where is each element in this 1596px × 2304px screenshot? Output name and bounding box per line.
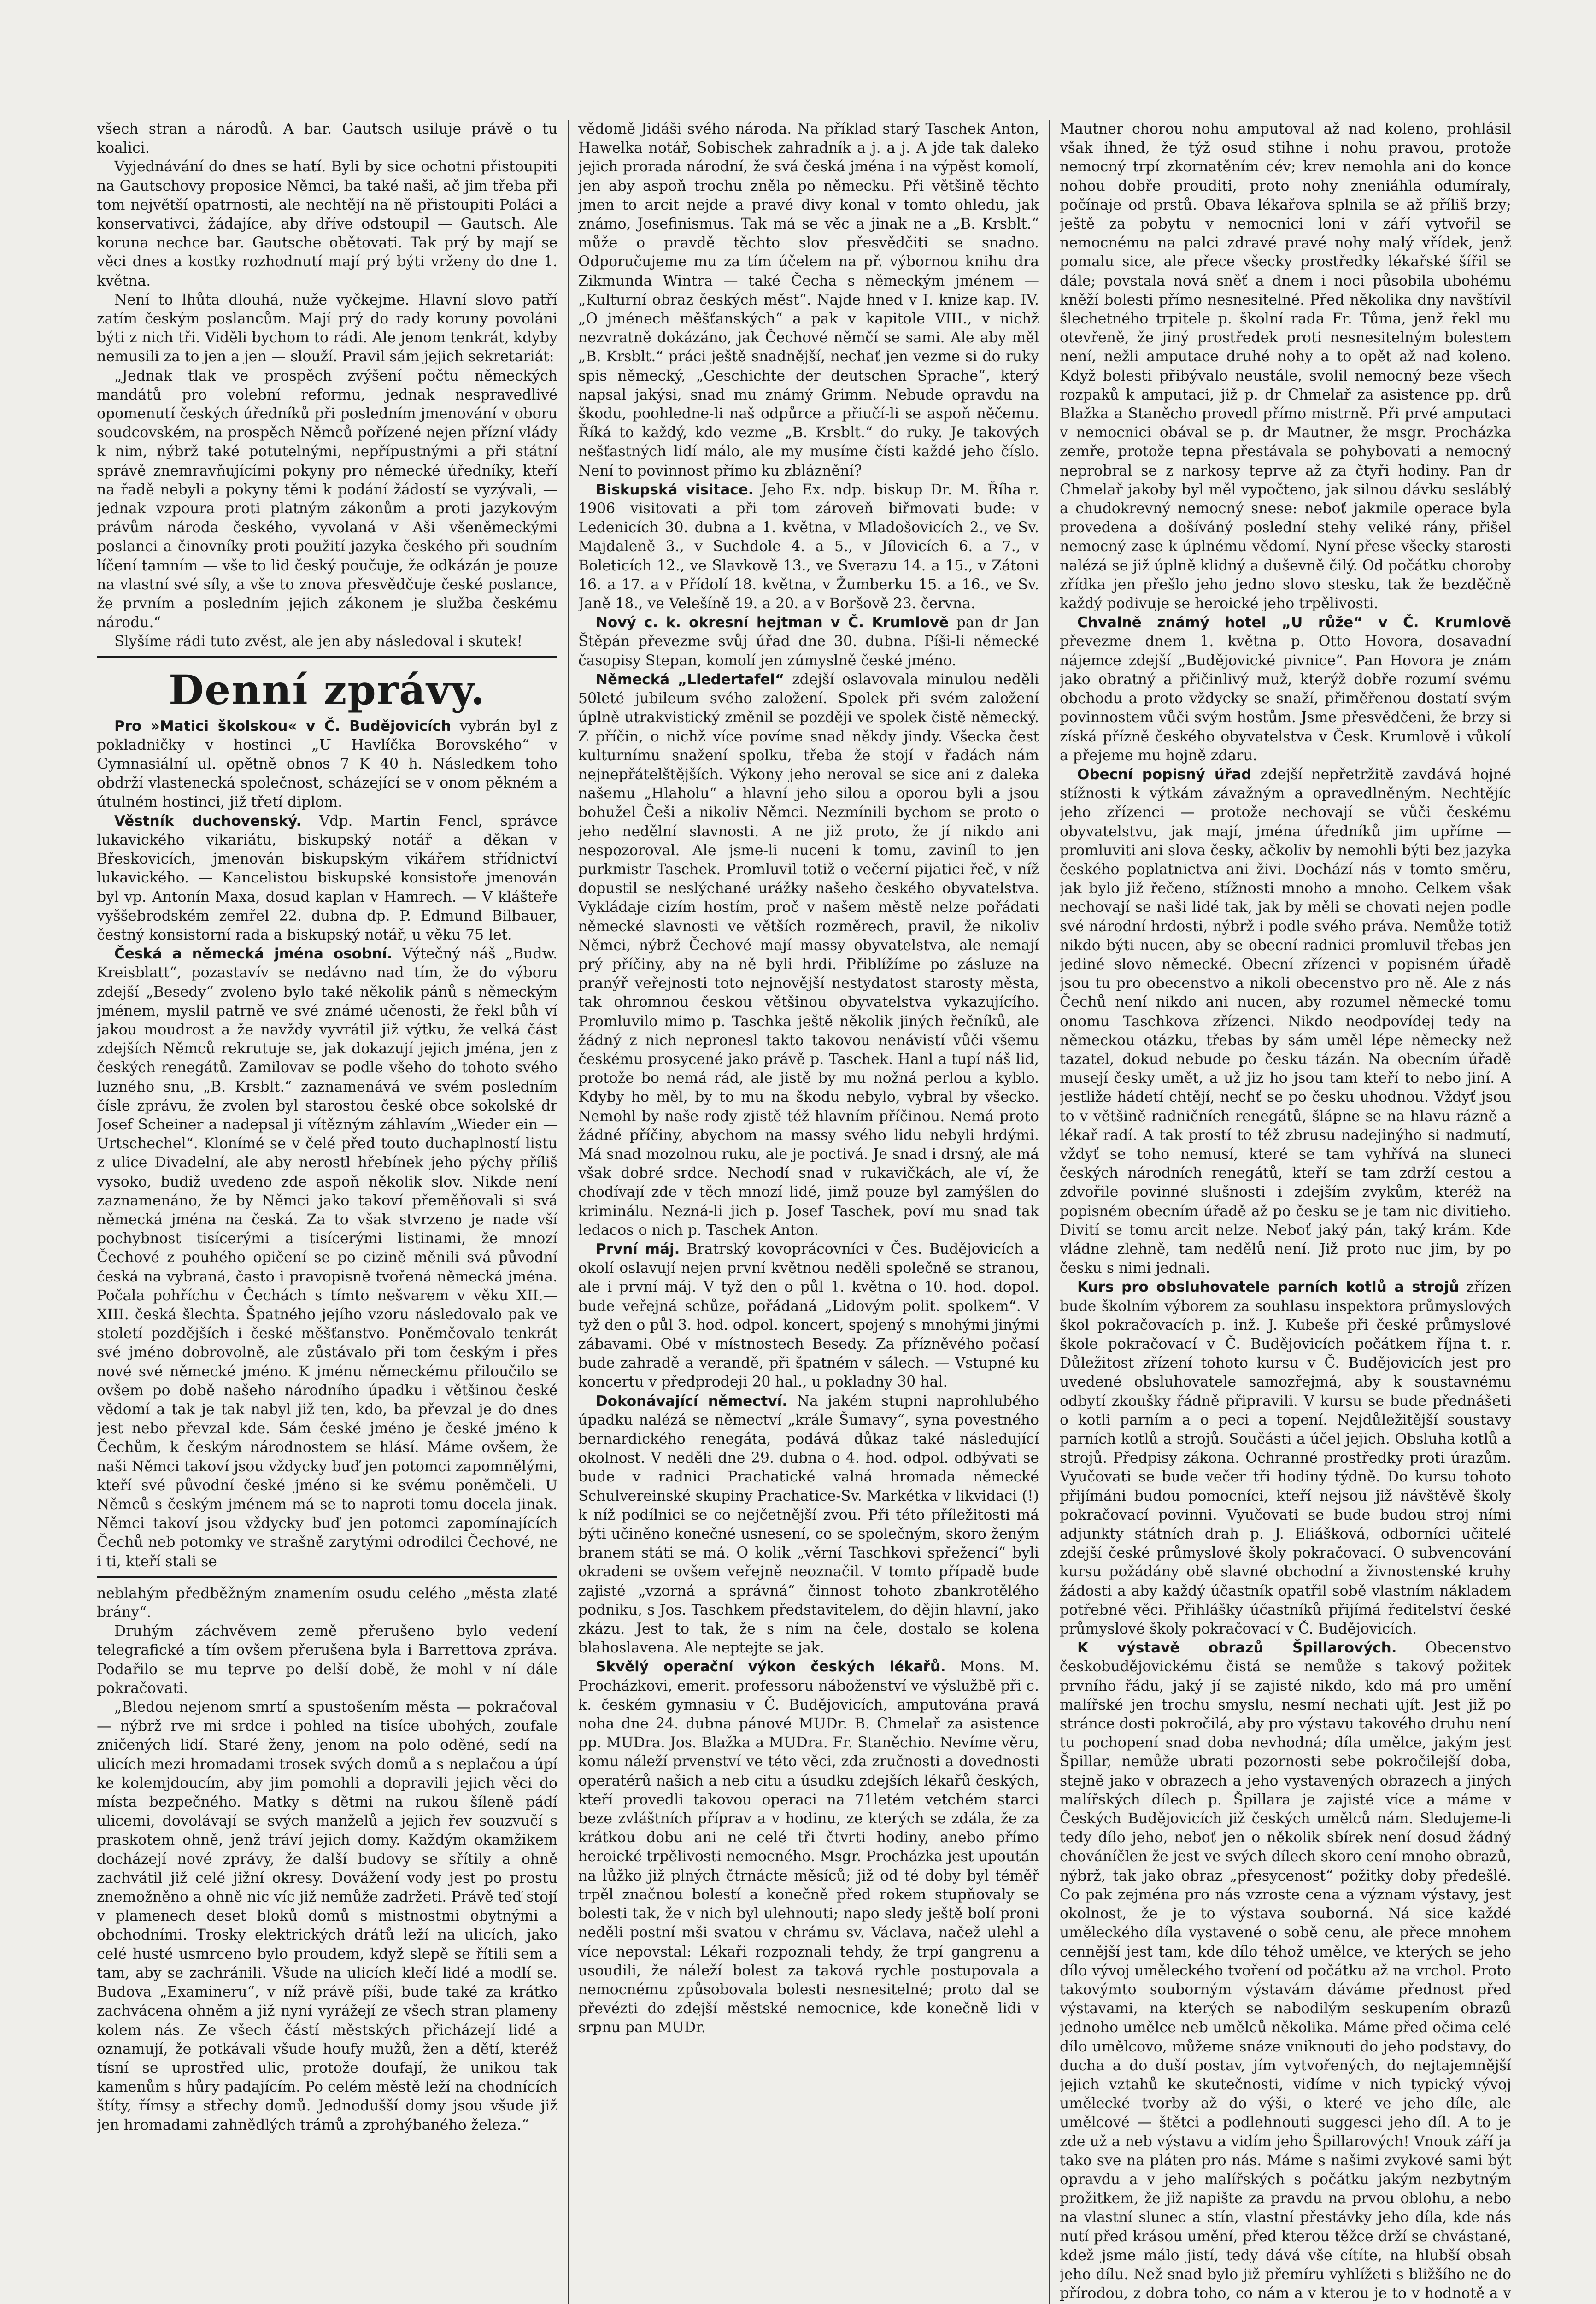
news-item-text: Bratrský kovoprácovníci v Čes. Budějovicích a okolí oslavují nejen první květnou neděli společně se stranou, ale i první máj. V tyž den o půl 1. května o 10. hod. dopol. bude veřejná schůze, pořádaná „Lidovým polit. spolkem“. V tyž den o půl 3. hod. odpol. koncert, spojený s mnohými jinými zábavami. Obé v místnostech Besedy. Za přízněvého počasí bude zahradě a verandě, při špatném v sálech. — Vstupné ku koncertu v předprodeji 20 hal., u pokladny 30 hal. xyxy=(578,1240,1039,1391)
news-item-heading: Skvělý operační výkon českých lékařů. xyxy=(596,1658,946,1675)
news-item xyxy=(97,812,557,945)
news-item-heading: Obecní popisný úřad xyxy=(1077,766,1252,783)
news-item xyxy=(578,481,1039,613)
section-divider xyxy=(97,656,557,658)
newspaper-page xyxy=(97,120,1511,2304)
column-3 xyxy=(1060,120,1511,2304)
news-item-text: vybrán byl z pokladničky v hostinci „U Havlíčka Borovského“ v Gymnasiální ul. opětně obnos 7 K 40 h. Následkem toho obdrží vlastenecká společnost, scházející se v onom pěkném a útulném hostinci, již třetí diplom. xyxy=(97,717,557,811)
feuilleton-paragraph: neblahým předběžným znamením osudu celého „města zlaté brány“. xyxy=(97,1585,557,1621)
news-item-text: Na jakém stupni naprohlubého úpadku nalézá se němectví „krále Šumavy“, syna povestného bernardického renegáta, podává důkaz také následující okolnost. V neděli dne 29. dubna o 4. hod. odpol. odbývati se bude v radnici Prachatické valná hromada německé Schulvereinské skupiny Prachatice-Sv. Markétka v likvidaci (!) k níž podílnici se co nejčetnější zvou. Při této příležitosti má býti učiněno konečné usnesení, co se společným, skoro ženým branem státi se má. O kolik „věrní Taschkovi spřežencí“ byli okradeni se ovšem veřejně neoznačil. V tomto případě bude zajisté „vzorná a správná“ činnost tohoto zbankrotělého podniku, s Jos. Taschkem představitelem, do dějin hlavní, jako zkázu. Jest to tak, že s ním na čele, dostalo se kolena blahoslavena. Ale neptejte se jak. xyxy=(578,1393,1039,1657)
news-item xyxy=(1060,1278,1511,1639)
news-item xyxy=(1060,1639,1511,2304)
news-item-text: zdejší nepřetržitě zavdává hojné stížnosti k výtkám závažným a opravedlněným. Nechtějíc jeho zřízenci — protože nechovají se vůči českému obyvatelstvu, jak mají, jména úředníků jim upříme — promluviti ani slova česky, ačkoliv by nemohli býti bez jazyka českého poplatnictva ani živi. Dochází nás v tomto směru, jak bylo již řečeno, stížnosti mnoho a mnoho. Celkem však nechovají se naši lidé tak, jak by měli se chovati nejen podle své národní hrdosti, nýbrž i podle svého práva. Nemůže totiž nikdo býti nucen, aby se obecní radnici promluvil třebas jen jediné slovo německé. Obecní zřízenci v popisném úřadě jsou tu pro obecenstvo a nikoli obecenstvo pro ně. Ale z nás Čechů není nikdo ani nucen, aby rozumel německé tomu onomu Taschkova zřízenci. Nikdo neodpovídej tedy na německou otázku, třebas by sám uměl lépe německy než tazatel, dokud nebude po česku tázán. Na obecním úřadě musejí česky umět, a už jiz ho jsou tam kteří to nebo jiní. A jestliže hádetí chtějí, nechť se po česku uhodnou. Vždyť jsou to v většině radničních renegátů, šlápne se na hlavu rázně a lékař radí. A tak prostí to též zbrusu nadejinýho si nadmutí, vždyť se toho nemusí, které se tam vyhřívá na sluneci českých národních renegátů, kteří se tam zdrží cestou a zdvořile povinné slušnosti i zdejším zvykům, kteréž na popisném obecním úřadě až po česku se je tam nic divitieho. Divití se tomu arcit nelze. Neboť jaký pán, taký krám. Kde vládne zlehně, tam nedělů není. Již proto nuc jim, by po česku s nimi jednali. xyxy=(1060,766,1511,1277)
news-item-text: Jeho Ex. ndp. biskup Dr. M. Říha r. 1906 visitovati a při tom zároveň biřmovati bude: v Ledenicích 30. dubna a 1. května, v Mladošovicích 2., ve Sv. Majdaleně 3., v Suchdole 4. a 5., v Jílovicích 6. a 7., v Boleticích 12., ve Slavkově 13., ve Sverazu 14. a 15., v Zátoni 16. a 17. a v Přídolí 18. května, v Žumberku 15. a 16., ve Sv. Janě 18., ve Velešíně 19. a 20. a v Boršově 23. června. xyxy=(578,481,1039,612)
news-item-heading: Nový c. k. okresní hejtman v Č. Krumlově xyxy=(596,614,949,631)
news-item-heading: Věstník duchovenský. xyxy=(114,812,302,829)
news-item-text: Vdp. Martin Fencl, správce lukavického vikariátu, biskupský notář a děkan v Břeskovicích, jmenován biskupským vikářem střídnictví lukavického. — Kancelistou biskupské konsistoře jmenován byl vp. Antonín Maxa, dosud kaplan v Hamrech. — V klášteře vyššebrodském zemřel 22. dubna dp. P. Edmund Bilbauer, čestný konsistorní rada a biskupský notář, u věku 75 let. xyxy=(97,812,557,943)
news-item xyxy=(578,1240,1039,1392)
news-item-heading: Dokonávající němectví. xyxy=(596,1393,787,1410)
news-item xyxy=(97,945,557,1571)
paragraph: vědomě Jidáši svého národa. Na příklad starý Taschek Anton, Hawelka notář, Sobischek zahradník a j. a j. A jde tak daleko jejich prorada národní, že svá česká jména i na výpěst komolí, jen aby aspoň trochu zněla po německu. Při většině těchto jmen to arcit nejde a pravé divy konal v tomto ohledu, jak známo, Josefinismus. Tak má se věc a jinak ne a „B. Krsblt.“ může o pravdě těchto slov přesvědčiti se snadno. Odporučujeme mu za tím účelem na př. výbornou knihu dra Zikmunda Wintra — také Čecha s německým jménem — „Kulturní obraz českých měst“. Najde hned v I. knize kap. IV. „O jménech měšťanských“ a pak v kapitole VIII., v nichž nezvratně dokázáno, jak Čechové němčí se sami. Ale aby měl „B. Krsblt.“ práci ještě snadnější, nechať jen vezme si do ruky spis německý, „Geschichte der deutschen Sprache“, který napsal jakýsi, snad mu známý Grimm. Nebude opravdu na škodu, poohledne-li naš odpůrce a přiučí-li se aspoň něčemu. Říká to každý, kdo vezme „B. Krsblt.“ do ruky. Je takových nešťastných lidí málo, ale my musíme čísti každé jeho číslo. Není to povinnost přímo ku zbláznění? xyxy=(578,121,1039,479)
news-item-heading: Pro »Matici školskou« v Č. Budějovicích xyxy=(114,717,452,735)
column-rule xyxy=(568,120,569,2304)
news-item-text: Výtečný náš „Budw. Kreisblatt“, pozastavív se nedávno nad tím, že do výboru zdejší „Besedy“ zvoleno bylo také několik pánů s německým jménem, myslil patrně ve své známé učenosti, že řekl bůh ví jakou moudrost a že navždy vyvrátil již výtku, že velká část zdejších Němců rekrutuje se, jak dokazují jejich jména, jen z českých renegátů. Zamilovav se podle všeho do tohoto svého luzného snu, „B. Krsblt.“ zaznamenává ve svém posledním čísle zprávu, že zvolen byl starostou české obce sokolské dr Josef Scheiner a nadepsal ji vítězným záhlavím „Wieder ein — Urtschechel“. Klonímé se v čelé před touto duchaplností listu z ulice Divadelní, ale aby nerostl hřebínek jeho pýchy příliš vysoko, budiž uvedeno zde aspoň několik slov. Nikde není zaznamenáno, že by Němci jako takoví přeměňovali si svá německá jména na česká. Za to však stvrzeno je nade vší pochybnost tisícerými a tisícerými listinami, že mnozí Čechové z pouhého opičení se po cizině měnili svá původní česká na vybraná, často i pravopisně tvořená německá jména. Počala pohříchu v Čechách s tímto nešvarem v věku XII.—XIII. česká šlechta. Špatného jejího vzoru následovalo pak ve století pozdějších i české měšťanstvo. Poněmčovalo tenkrát své jméno dobrovolně, ale zůstávalo při tom českým i přes nové své německé jméno. K jménu německému přiloučilo se ovšem po době našeho národního úpadku i většinou české vědomí a tak je tak nabyl již ten, kdo, ba převzal je do dnes jest nebo převzal kde. Sám české jméno je české jméno k Čechům, k českým národnostem se hlásí. Máme ovšem, že naši Němci takoví jsou vždycky buď jen potomci zapomnělými, kteří své původní české jméno si ke svému poněmčeli. U Němců s českým jménem má se to naproti tomu docela jinak. Němci takoví jsou vždycky buď jen potomci zapomínajících Čechů neb potomky ve strašně zarytými odrodilci Čechové, ne i ti, kteří stali se xyxy=(97,946,557,1570)
news-item-text: převezme dnem 1. května p. Otto Hovora, dosavadní nájemce zdejší „Budějovické pivnice“. Pan Hovora je znám jako obratný a přičinlivý muž, kterýž dobře rozumí svému obchodu a proto vždycky se snaží, přiměřenou dostatí svým povinnostem vůči svým hostům. Jsme přesvědčeni, že brzy si získá přízně českého obyvatelstva v Česk. Krumlově i vůkolí a přejeme mu hojně zdaru. xyxy=(1060,633,1511,764)
feuilleton-paragraph: Druhým záchvěvem země přerušeno bylo vedení telegrafické a tím ovšem přerušena byla i Barrettova zpráva. Podařilo se mu teprve po delší době, že mohl v ní dále pokračovati. xyxy=(97,1623,557,1697)
column-1 xyxy=(97,120,557,2304)
news-item-text: Mons. M. Procházkovi, emerit. professoru náboženství ve výslužbě při c. k. českém gymnasiu v Č. Budějovicích, amputována pravá noha dne 24. dubna pánové MUDr. B. Chmelař za asistence pp. MUDra. Jos. Blažka a MUDra. Fr. Staněchio. Nevíme věru, komu náleží prvenství ve této věci, zda zručnosti a dovednosti operatérů našich a neb citu a úsudku zdejších lékařů českých, kteří provedli takovou operaci na 71letém vetchém starci beze zvláštních příprav a v hodinu, ze kterých se zdála, že za krátkou dobu ani ne celé tři čtvrti hodiny, anebo přímo heroické trpělivosti nemocného. Msgr. Procházka jest upoután na lůžko již plných čtrnácte měsíců; již od té doby byl téměř trpěl značnou bolestí a konečně před rokem stupňovaly se bolesti tak, že v nich byl ulehnouti; napo sledy ještě bolí proni neděli postní mši svatou v chrámu sv. Václava, načež ulehl a více nepovstal: Lékaři rozpoznali tehdy, že trpí gangrenu a usoudili, že náleží bolest za taková rychle postupovala a nemocnému způsobovala bolesti nesnesitelné; proto dal se převézti do zdejší městské nemocnice, kde konečně lidi v srpnu pan MUDr. xyxy=(578,1658,1039,2036)
news-item-heading: Německá „Liedertafel“ xyxy=(596,671,785,688)
news-item xyxy=(1060,613,1511,765)
column-2 xyxy=(578,120,1039,2304)
news-item-text: zřízen bude školním výborem za souhlasu inspektora průmyslových škol pokračovacích p. inž. J. Kubeše při české průmyslové škole pokračovací v Č. Budějovicích počátkem října t. r. Důležitost zřízení tohoto kursu v Č. Budějovicích jest pro uvedené obsluhovatele samozřejmá, aby k soustavnému odbytí zkoušky řádně připravili. V kursu se bude přednášeti o kotli parním a o peci a topení. Nejdůležitější soustavy parních kotlů a strojů. Součásti a účel jejich. Obsluha kotlů a strojů. Předpisy zákona. Ochranné prostředky proti úrazům. Vyučovati se bude večer tři hodiny týdně. Do kursu tohoto přijímáni budou pomocníci, kteří nejsou již návštěvě školy pokračovací povinni. Vyučovati se bude budou stroj ními adjunkty státních drah p. J. Eliášková, odborníci učitelé zdejší české průmyslové školy pokračovací. O subvencování kursu požádány obě slavné obchodní a živnostenské kruhy žádosti a aby každý účastník opatřil sobě vlastním nákladem potřebné věci. Přihlášky účastníků přijímá ředitelství české průmyslové školy pokračovací v Č. Budějovicích. xyxy=(1060,1279,1511,1638)
paragraph: všech stran a národů. A bar. Gautsch usiluje právě o tu koalici. xyxy=(97,121,557,157)
news-item-heading: Chvalně známý hotel „U růže“ v Č. Krumlově xyxy=(1077,614,1511,631)
news-item xyxy=(578,670,1039,1240)
news-item xyxy=(97,717,557,812)
paragraph: Slyšíme rádi tuto zvěst, ale jen aby následoval i skutek! xyxy=(114,633,523,650)
paragraph: „Jednak tlak ve prospěch zvýšení počtu německých mandátů pro volební reformu, jednak nespravedlivé opomenutí českých úředníků při posledním jmenování v oboru soudcovském, na prospěch Němců pořízené nejen přízní vlády k nim, nýbrž také potutelnými, nepřípustnými a při státní správě znemravňujícími pokyny pro německé úředníky, kteří na řadě nebyli a pokyny těmi k podání žádostí se vyzývali, — jednak vzpoura proti platným zákonům a proti jazykovým právům národa českého, vyvolaná v Aši všeněmeckými poslanci a činovníky proti použití jazyka českého při soudním líčení tamním — vše to lid český poučuje, že odkázán je pouze na vlastní své síly, a vše to znova přesvědčuje české poslance, že prvním a posledním jejich zákonem je služba českému národu.“ xyxy=(97,367,557,631)
news-item-heading: Kurs pro obsluhovatele parních kotlů a strojů xyxy=(1077,1279,1459,1296)
paragraph: Mautner chorou nohu amputoval až nad koleno, prohlásil však ihned, že týž osud stihne i nohu pravou, protože nemocný trpí zkornatěním cév; krev nemohla ani do konce nohou dobře prouditi, proto nohy zneniáhla odumíraly, počínaje od prstů. Obava lékařova splnila se až příliš brzy; ještě za pobytu v nemocnici loni v září vytvořil se nemocnému na palci zdravé pravé nohy malý vřídek, jenž pomalu sice, ale přece všecky prostředky lékařské šířil se dále; povstala nová sněť a dnem i noci působila ubohému kněží bolesti přímo nesnesitelné. Před několika dny navštívil šlechetného trpitele p. školní rada Fr. Tůma, jenž řekl mu otevřeně, že jiný prostředek proti nesnesitelným bolestem není, nežli amputace druhé nohy a to opět až nad koleno. Když bolesti přibývalo neustále, svolil nemocný beze všech rozpaků k amputaci, již p. dr Chmelař za asistence pp. drů Blažka a Staněcho provedl přímo mistrně. Při prvé amputaci v nemocnici obával se p. dr Mautner, že msgr. Procházka zemře, protože tepna přestávala se pohybovati a nemocný neprobral se z narkosy teprve až za čtyři hodiny. Pan dr Chmelař jakoby byl měl vypočteno, jak silnou dávku sesláblý a chudokrevný nemocný snese: neboť jakmile operace byla provedena a došíváný poslední stehy veliké rány, přišel nemocný zase k úplnému vědomí. Nyní přese všecky starosti nalézá se již úplně klidný a duševně čilý. Od počátku choroby zřídka jen přešlo jeho jedno slovo stesku, tak že bezděčně každý podivuje se heroické jeho trpělivosti. xyxy=(1060,121,1511,612)
news-item xyxy=(578,1657,1039,2037)
news-item-heading: První máj. xyxy=(596,1240,680,1258)
feuilleton-divider xyxy=(97,1576,557,1578)
feuilleton-paragraph: „Bledou nejenom smrtí a spustošením města — pokračoval — nýbrž rve mi srdce i pohled na tisíce ubohých, zoufale zničených lidí. Staré ženy, jenom na polo oděné, sedí na ulicích mezi hromadami trosek svých domů a s neplačou a úpí ke kolemjdoucím, aby jim pomohli a dopravili jejich věci do místa bezpečného. Matky s dětmi na rukou šíleně pádí ulicemi, dovolávají se svých manželů a jejich řev souzvučí s praskotem ohně, jenž tráví jejich domy. Každým okamžikem docházejí nové zprávy, že další budovy se sřítily a ohně zachvátil již celé jižní okresy. Dovážení vody jest po prostu znemožněno a ohně nic víc již nemůže zadržeti. Právě teď stojí v plamenech deset bloků domů s mistnostmi obytnými a obchodními. Trosky elektrických drátů leží na ulicích, jako celé husté usmrceno bylo proudem, když slepě se řítili sem a tam, aby se zachránili. Všude na ulicích klečí lidé a modlí se. Budova „Examineru“, v níž právě píši, bude také za krátko zachvácena ohněm a již nyní vyrážejí ze všech stran plameny kolem nás. Ze všech částí městských přicházejí lidé a oznamují, že potkávali všude houfy mužů, žen a dětí, kteréž tísní se uprostřed ulic, protože doufají, že unikou tak kamenům s hůry padajícím. Po celém městě leží na chodnících štíty, římsy a střechy domů. Jednodušší domy jsou všude již jen hromadami zahnědlých trámů a zprohýbaného železa.“ xyxy=(97,1699,557,2134)
news-item-heading: Česká a německá jména osobní. xyxy=(114,946,393,963)
column-rule xyxy=(1049,120,1050,2304)
news-item-text: zdejší oslavovala minulou neděli 50leté jubileum svého založení. Spolek při svém založení úplně utrakvistický změnil se později ve spolek čistě německý. Z příčin, o nichž více povíme snad někdy jindy. Všecka čest kulturnímu snažení spolku, třeba že stojí v řadách nám nejnepřátelštějších. Výkony jeho neroval se sice ani z daleka našemu „Hlaholu“ a hlavní jeho silou a oporou byli a jsou bohužel Češi a nikoliv Němci. Nezmínili bychom se proto o jeho nedělní slavnosti. A ne již proto, že jí nikdo ani nespozoroval. Ale jsme-li nuceni k tomu, zaviníl to jen purkmistr Taschek. Promluvil totiž o večerní pijatici řeč, v níž dopustil se neslýchané urážky našeho českého obyvatelstva. Vykládaje cizím hostím, proč v našem městě nelze pořádati německé slavnosti ve větších rozměrech, pravil, že nikoliv Němci, nýbrž Čechové mají massy obyvatelstva, ale nemají prý příčiny, aby na ně byli hrdi. Přiblížíme po zásluze na pranýř veřejnosti toto nejnovější nestydatost starosty města, tak ohromnou českou většinou obyvatelstva vykazujícího. Promluvilo mimo p. Taschka ještě několik jiných řečníků, ale žádný z nich nepronesl takto takovou nenávistí vůči všemu českému prosycené jako právě p. Taschek. Hanl a tupí náš lid, protože bo nemá rád, ale jistě by mu nožná perlou a kyblo. Kdyby ho měl, by to mu na škodu nebylo, vybral by všecko. Nemohl by naše rody zjistě též hlavním příčinou. Nemá proto žádné příčiny, abychom na massy svého lidu nebyli hrdými. Má snad mozolnou ruku, ale je poctivá. Je snad i drsný, ale má však dobré srdce. Nechodí snad v rukavičkách, ale ví, že chodívají zde v těch mnozí lidé, jimž pouze byl zamýšlen do kriminálu. Nezná-li jich p. Josef Taschek, poví mu snad tak ledacos o nich p. Taschek Anton. xyxy=(578,671,1039,1239)
section-title: Denní zprávy. xyxy=(168,665,486,714)
news-item-text: pan dr Jan Štěpán převezme svůj úřad dne 30. dubna. Píši-li německé časopisy Stepan, komolí jen zúmyslně české jméno. xyxy=(578,614,1039,669)
news-item xyxy=(578,613,1039,670)
news-item xyxy=(578,1392,1039,1658)
news-item-text: Obecenstvo českobudějovickému čistá se nemůže s takový požitek prvního řádu, jaký jí se zajisté nikdo, kdo má pro umění malířské jen trochu smyslu, nesmí nechati ujít. Jest již po stránce dosti pokročilá, aby pro výstavu takového druhu není tu pochopení snad doba nevhodná; díla umělce, jakým jest Špillar, nemůže ubrati pozornosti sebe pokročilejší doba, stejně jako v obrazech a jeho vystavených obrazech a jiných malířských dílech p. Špillara je zajisté více a máme v Českých Budějovicích již českých umělců nám. Sledujeme-li tedy dílo jeho, neboť jen o několik sbírek není dosud žádný chováníčlen že jest ve svých dílech skoro cení mnoho obrazů, nýbrž, tak jako obraz „přesycenost“ požitky doby předešlé. Co pak zejména pro nás vzroste cena a význam výstavy, jest okolnost, že je to výstava souborná. Ná sice každé uměleckého díla vystavené o sobě cenu, ale přece mnohem cennější jest tam, kde dílo téhož umělce, ve kterých se jeho dílo vývoj uměleckého tvoření od počátku až na vrchol. Proto takovýmto souborným výstavám dáváme přednost před výstavami, na kterých se nabodilým seskupením obrazů jednoho umělce neb umělců několika. Máme před očima celé dílo umělcovo, můžeme snáze vniknouti do jeho podstavy, do ducha a do duší postav, jím vytvořených, do nejtajemnější jejich vztahů ke skutečnosti, vidíme v nich typický vývoj umělecké tvorby až do výši, o které ve jeho díle, ale umělcové — štětci a podlehnouti suggesci jeho díl. A to je zde už a neb výstavu a vidím jeho Špillarových! Vnouk září ja tako sve na pláten pro nás. Máme s našimi zvykové sami být opravdu a v jeho malířských s počátku jakým nezbytným prožitkem, že již napište za pravdu na prvou oblohu, a nebo na vlastní slunec a stín, vlastní přestávky jeho díla, kde nás nutí před krásou umění, před kterou těžce drží se chvástané, kdež jsme málo jistí, tedy dává vše cítíte, na hlubší obsah jeho dílu. Než snad bylo již přemíru vyhlížeti s bližšího ne do přírodou, z dobra toho, co nám a v kterou je to v hodnotě a v xyxy=(1060,1640,1511,2302)
news-item-heading: K výstavě obrazů Špillarových. xyxy=(1077,1640,1397,1657)
paragraph: Není to lhůta dlouhá, nuže vyčkejme. Hlavní slovo patří zatím českým poslancům. Mají prý do rady koruny povoláni býti z nich tři. Viděli bychom to rádi. Ale jenom tenkrát, kdyby nemusili za to jen a jen — slouží. Pravil sám jejich sekretariát: xyxy=(97,291,557,365)
news-item xyxy=(1060,765,1511,1278)
news-item-heading: Biskupská visitace. xyxy=(596,481,754,498)
paragraph: Vyjednávání do dnes se hatí. Byli by sice ochotni přistoupiti na Gautschovy proposice Němci, ba také naši, ač jim třeba při tom největší opatrnosti, ale nechtějí na ně přistoupiti Poláci a konservativci, žádajíce, aby dříve odstoupil — Gautsch. Ale koruna nechce bar. Gautsche obětovati. Tak prý by mají se věci dnes a kostky rozhodnutí mají prý býti vrženy do dne 1. května. xyxy=(97,159,557,289)
